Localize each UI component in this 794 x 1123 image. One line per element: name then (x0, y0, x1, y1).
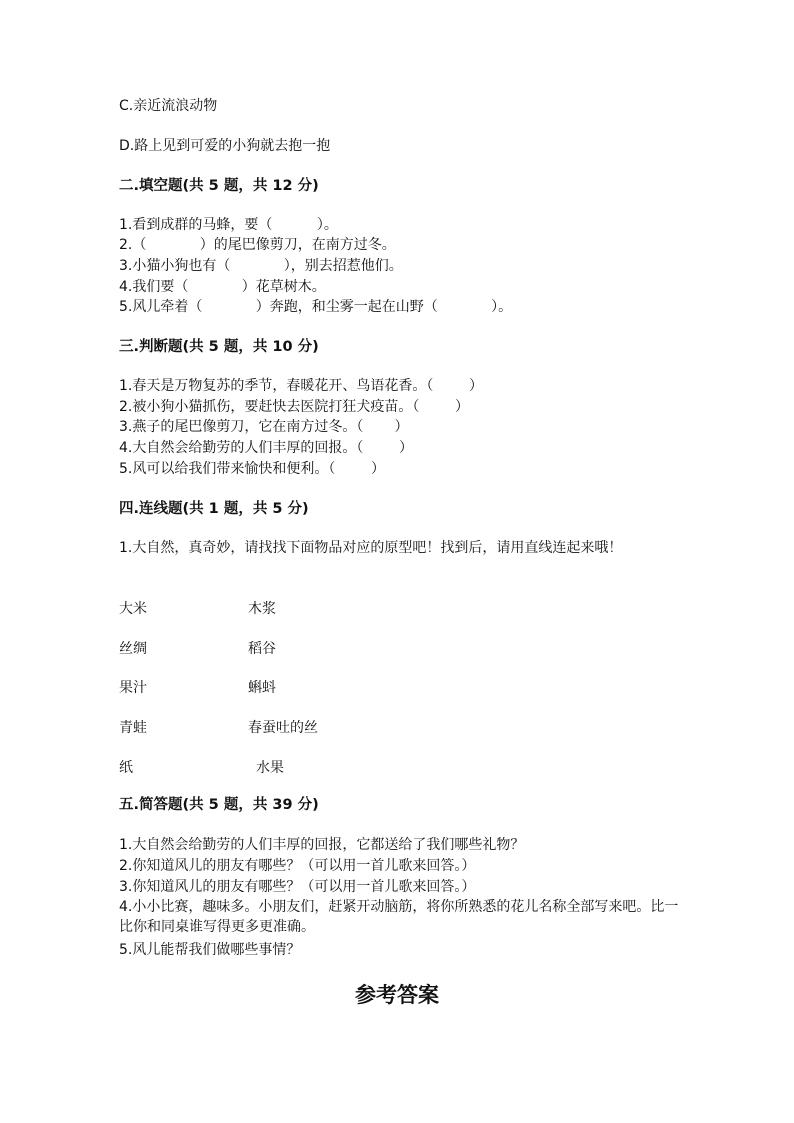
fill-blank-item-5: 5.风儿牵着（ ）奔跑，和尘雾一起在山野（ ）。 (119, 299, 513, 315)
true-false-item-4: 4.大自然会给勤劳的人们丰厚的回报。（ ） (119, 440, 413, 456)
matching-left-item: 大米 (119, 601, 147, 617)
section-heading-short-answer: 五.简答题(共 5 题，共 39 分) (119, 797, 319, 813)
section-heading-true-false: 三.判断题(共 5 题，共 10 分) (119, 339, 319, 355)
true-false-item-5: 5.风可以给我们带来愉快和便利。（ ） (119, 461, 385, 477)
matching-left-item: 果汁 (119, 680, 147, 696)
true-false-item-2: 2.被小狗小猫抓伤，要赶快去医院打狂犬疫苗。（ ） (119, 399, 469, 415)
section-heading-matching: 四.连线题(共 1 题，共 5 分) (119, 501, 309, 517)
matching-left-item: 纸 (119, 760, 133, 776)
matching-right-item: 水果 (256, 760, 284, 776)
matching-left-item: 青蛙 (119, 720, 147, 736)
short-answer-item-1: 1.大自然会给勤劳的人们丰厚的回报，它都送给了我们哪些礼物？ (119, 837, 525, 853)
short-answer-item-3: 3.你知道风儿的朋友有哪些？（可以用一首儿歌来回答。） (119, 879, 476, 895)
matching-right-item: 蝌蚪 (248, 680, 276, 696)
fill-blank-item-4: 4.我们要（ ）花草树木。 (119, 279, 326, 295)
short-answer-item-2: 2.你知道风儿的朋友有哪些？（可以用一首儿歌来回答。） (119, 858, 476, 874)
true-false-item-3: 3.燕子的尾巴像剪刀，它在南方过冬。（ ） (119, 419, 409, 435)
fill-blank-item-1: 1.看到成群的马蜂，要（ ）。 (119, 217, 338, 233)
answer-key-title: 参考答案 (355, 982, 439, 1007)
true-false-item-1: 1.春天是万物复苏的季节，春暖花开、鸟语花香。（ ） (119, 378, 483, 394)
matching-left-item: 丝绸 (119, 641, 147, 657)
matching-right-item: 稻谷 (248, 641, 276, 657)
section-heading-fill-blank: 二.填空题(共 5 题，共 12 分) (119, 178, 319, 194)
short-answer-item-4: 4.小小比赛，趣味多。小朋友们，赶紧开动脑筋，将你所熟悉的花儿名称全部写来吧。比一比你和同桌谁写得更多更准确。 (119, 899, 679, 935)
option-d: D.路上见到可爱的小狗就去抱一抱 (119, 138, 331, 154)
option-c: C.亲近流浪动物 (119, 98, 218, 114)
matching-right-item: 木浆 (248, 601, 276, 617)
matching-right-item: 春蚕吐的丝 (248, 720, 318, 736)
short-answer-item-5: 5.风儿能帮我们做哪些事情？ (119, 942, 301, 958)
matching-question: 1.大自然，真奇妙，请找找下面物品对应的原型吧！找到后，请用直线连起来哦！ (119, 540, 623, 556)
fill-blank-item-2: 2.（ ）的尾巴像剪刀，在南方过冬。 (119, 237, 396, 253)
fill-blank-item-3: 3.小猫小狗也有（ ），别去招惹他们。 (119, 258, 403, 274)
